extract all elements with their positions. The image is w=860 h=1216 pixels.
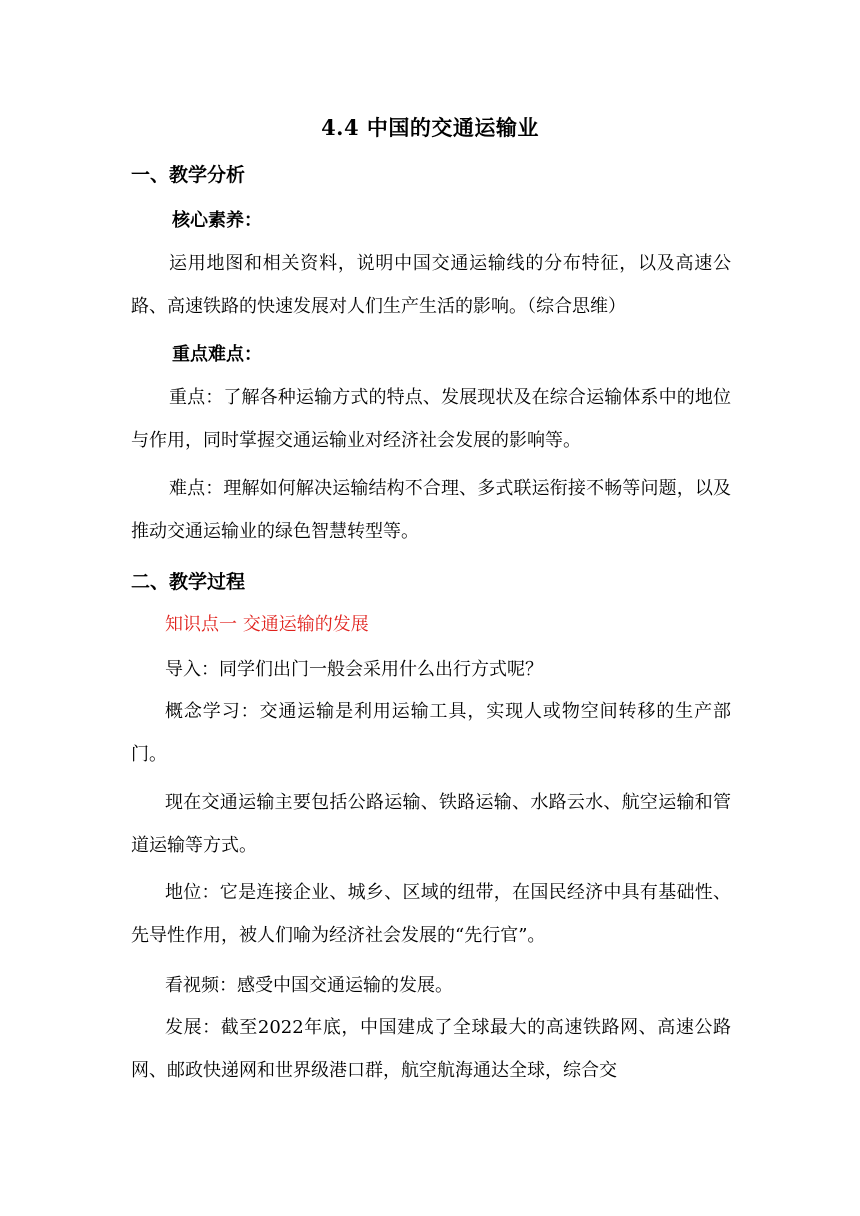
section-heading-process: 二、教学过程 — [131, 571, 246, 593]
difficulty-text: 难点：理解如何解决运输结构不合理、多式联运衔接不畅等问题，以及推动交通运输业的绿色智慧转型等。 — [131, 478, 731, 542]
document-title: 4.4 中国的交通运输业 — [321, 115, 539, 140]
key-point-text: 重点：了解各种运输方式的特点、发展现状及在综合运输体系中的地位与作用，同时掌握交通运输业对经济社会发展的影响等。 — [131, 387, 731, 451]
intro-text: 导入：同学们出门一般会采用什么出行方式呢？ — [165, 659, 543, 680]
knowledge-point-heading: 知识点一 交通运输的发展 — [165, 614, 369, 635]
concept-text: 概念学习：交通运输是利用运输工具，实现人或物空间转移的生产部门。 — [131, 701, 731, 765]
status-text: 地位：它是连接企业、城乡、区域的纽带，在国民经济中具有基础性、先导性作用，被人们喻为经济社会发展的“先行官”。 — [131, 882, 731, 946]
modes-text: 现在交通运输主要包括公路运输、铁路运输、水路云水、航空运输和管道运输等方式。 — [131, 792, 731, 856]
core-literacy-heading: 核心素养： — [172, 210, 262, 231]
video-text: 看视频：感受中国交通运输的发展。 — [165, 975, 453, 996]
key-difficulty-heading: 重点难点： — [172, 344, 262, 365]
development-text: 发展：截至2022年底，中国建成了全球最大的高速铁路网、高速公路网、邮政快递网和世界级港口群，航空航海通达全球，综合交 — [131, 1017, 731, 1081]
section-heading-analysis: 一、教学分析 — [131, 164, 246, 186]
core-literacy-text: 运用地图和相关资料，说明中国交通运输线的分布特征，以及高速公路、高速铁路的快速发展对人们生产生活的影响。（综合思维） — [131, 253, 731, 317]
